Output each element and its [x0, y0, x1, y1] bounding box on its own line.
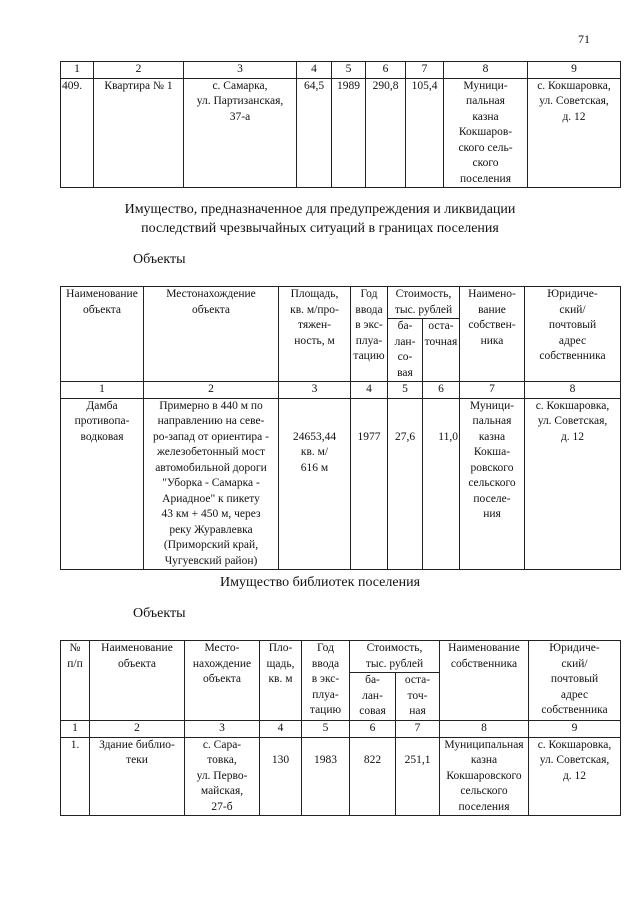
col-number: 7 — [406, 62, 444, 79]
header-owner-address: Юридиче- ский/ почтовый адрес собственника — [525, 287, 621, 382]
table-header-numbers — [61, 382, 621, 399]
col-number: 1 — [61, 62, 94, 79]
col-number: 4 — [351, 382, 388, 399]
object-year: 1989 — [332, 78, 366, 188]
header-cost: Стоимость, тыс. рублей — [350, 641, 440, 673]
section-title-emergency: Имущество, предназначенное для предупреждения и ликвидации последствий чрезвычайных ситуаций в границах поселения — [124, 202, 516, 236]
table-library-objects — [60, 640, 621, 816]
header-owner: Наименование собственника — [440, 641, 529, 721]
col-number: 6 — [350, 721, 396, 738]
header-location: Местонахождение объекта — [144, 287, 279, 382]
col-number: 2 — [90, 721, 185, 738]
object-name: Квартира № 1 — [94, 78, 184, 188]
col-number: 3 — [279, 382, 351, 399]
row-number: 409. — [61, 78, 94, 188]
header-owner: Наимено- вание собствен- ника — [460, 287, 525, 382]
header-area: Пло- щадь, кв. м — [260, 641, 302, 721]
col-number: 9 — [528, 62, 621, 79]
col-number: 8 — [444, 62, 528, 79]
owner-name: Муници- пальная казна Кокшаров- ского сель- ского поселения — [444, 78, 528, 188]
col-number: 3 — [185, 721, 260, 738]
owner-address: с. Кокшаровка, ул. Советская, д. 12 — [529, 737, 621, 816]
col-number: 7 — [460, 382, 525, 399]
section-subtitle-objects: Объекты — [133, 252, 186, 267]
header-object-name: Наименование объекта — [90, 641, 185, 721]
object-address: с. Самарка, ул. Партизанская, 37-а — [184, 78, 297, 188]
header-row-number: № п/п — [61, 641, 90, 721]
header-year: Год ввода в экс- плуа- тацию — [351, 287, 388, 382]
object-balance-cost: 290,8 — [366, 78, 406, 188]
header-balance-cost: ба- лан- со- вая — [388, 319, 423, 382]
header-year: Год ввода в экс- плуа- тацию — [302, 641, 350, 721]
object-balance-cost: 822 — [350, 737, 396, 816]
header-area: Площадь, кв. м/про- тяжен- ность, м — [279, 287, 351, 382]
col-number: 1 — [61, 721, 90, 738]
header-object-name: Наименование объекта — [61, 287, 144, 382]
col-number: 8 — [525, 382, 621, 399]
owner-address: с. Кокшаровка, ул. Советская, д. 12 — [525, 398, 621, 570]
header-balance-cost: ба- лан- совая — [350, 673, 396, 721]
owner-address: с. Кокшаровка, ул. Советская, д. 12 — [528, 78, 621, 188]
row-number: 1. — [61, 737, 90, 816]
col-number: 4 — [297, 62, 332, 79]
object-residual-cost: 251,1 — [396, 737, 440, 816]
object-residual-cost: 105,4 — [406, 78, 444, 188]
table-header — [61, 641, 621, 673]
header-cost: Стоимость, тыс. рублей — [388, 287, 460, 319]
col-number: 6 — [423, 382, 460, 399]
table-row — [61, 737, 621, 816]
table-row — [61, 78, 621, 188]
col-number: 6 — [366, 62, 406, 79]
col-number: 3 — [184, 62, 297, 79]
col-number: 9 — [529, 721, 621, 738]
table-header — [61, 287, 621, 319]
object-name: Здание библио- теки — [90, 737, 185, 816]
table-header-numbers — [61, 62, 621, 79]
page-number: 71 — [578, 32, 590, 46]
section-title-libraries: Имущество библиотек поселения — [219, 575, 421, 590]
object-area: 24653,44 кв. м/ 616 м — [279, 398, 351, 570]
object-year: 1977 — [351, 398, 388, 570]
col-number: 5 — [332, 62, 366, 79]
col-number: 5 — [302, 721, 350, 738]
object-residual-cost: 11,0 — [423, 398, 460, 570]
header-residual-cost: оста- точ- ная — [396, 673, 440, 721]
object-location: с. Сара- товка, ул. Перво- майская, 27-б — [185, 737, 260, 816]
table-header-numbers — [61, 721, 621, 738]
col-number: 1 — [61, 382, 144, 399]
table-row — [61, 398, 621, 570]
col-number: 4 — [260, 721, 302, 738]
owner-name: Муници- пальная казна Кокша- ровского сельского поселе- ния — [460, 398, 525, 570]
section-subtitle-objects: Объекты — [133, 606, 186, 621]
header-location: Место- нахождение объекта — [185, 641, 260, 721]
header-owner-address: Юридиче- ский/ почтовый адрес собственника — [529, 641, 621, 721]
col-number: 7 — [396, 721, 440, 738]
owner-name: Муниципальная казна Кокшаровского сельского поселения — [440, 737, 529, 816]
table-housing-continuation — [60, 61, 621, 188]
object-area: 130 — [260, 737, 302, 816]
object-name: Дамба противопа- водковая — [61, 398, 144, 570]
col-number: 2 — [94, 62, 184, 79]
header-residual-cost: оста- точная — [423, 319, 460, 382]
object-area: 64,5 — [297, 78, 332, 188]
col-number: 2 — [144, 382, 279, 399]
object-balance-cost: 27,6 — [388, 398, 423, 570]
col-number: 8 — [440, 721, 529, 738]
table-emergency-objects — [60, 286, 621, 570]
col-number: 5 — [388, 382, 423, 399]
object-location: Примерно в 440 м по направлению на севе- ро-запад от ориентира - железобетонный мост автомобильной дороги "Уборка - Самарка - Ариадное" к пикету 43 км + 450 м, через реку Журавлевка (Приморский край, Чугуевский район) — [144, 398, 279, 570]
object-year: 1983 — [302, 737, 350, 816]
